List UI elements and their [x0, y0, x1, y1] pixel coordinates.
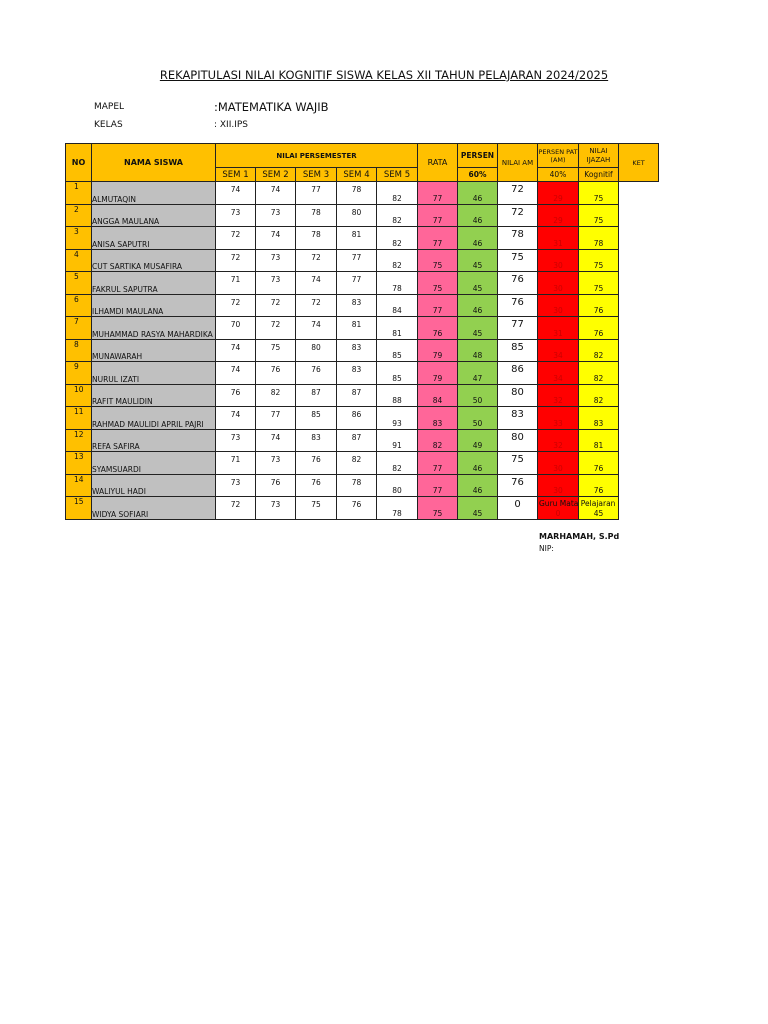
sem-4-score: 83: [337, 339, 377, 362]
persen-score: 45: [458, 497, 498, 520]
table-row: [66, 429, 659, 452]
persen-score: 46: [458, 452, 498, 475]
student-name: FAKRUL SAPUTRA: [92, 272, 216, 295]
row-no: 9: [66, 362, 92, 385]
nilai-ijazah-score: 76: [579, 452, 619, 475]
sem-3-score: 76: [296, 474, 337, 497]
sem-4-score: 86: [337, 407, 377, 430]
sem-4-score: 87: [337, 384, 377, 407]
sem-5-score: 82: [377, 204, 418, 227]
header-persen-pat-value: 40%: [538, 168, 579, 182]
persen-score: 46: [458, 204, 498, 227]
persen-pat-score: 30: [538, 452, 579, 475]
persen-pat-score: 0: [538, 497, 579, 520]
sem-2-score: 75: [256, 339, 296, 362]
persen-pat-score: 31: [538, 227, 579, 250]
rata-score: 79: [418, 362, 458, 385]
ket-cell: [619, 429, 659, 452]
persen-score: 46: [458, 294, 498, 317]
sem-3-score: 72: [296, 249, 337, 272]
nilai-ijazah-score: 82: [579, 339, 619, 362]
sem-1-score: 74: [216, 407, 256, 430]
sem-3-score: 78: [296, 227, 337, 250]
ket-cell: [619, 474, 659, 497]
header-persen-value: 60%: [458, 168, 498, 182]
nilai-ijazah-score: 75: [579, 249, 619, 272]
nilai-am-score: 78: [498, 227, 538, 250]
sem-2-score: 74: [256, 227, 296, 250]
sem-1-score: 73: [216, 474, 256, 497]
sem-2-score: 72: [256, 317, 296, 340]
nilai-ijazah-score: 75: [579, 272, 619, 295]
sem-3-score: 76: [296, 362, 337, 385]
student-name: ILHAMDI MAULANA: [92, 294, 216, 317]
persen-pat-score: 32: [538, 384, 579, 407]
row-no: 13: [66, 452, 92, 475]
sem-5-score: 91: [377, 429, 418, 452]
ket-cell: [619, 317, 659, 340]
ket-cell: [619, 227, 659, 250]
ket-cell: [619, 294, 659, 317]
sem-5-score: 82: [377, 452, 418, 475]
rata-score: 76: [418, 317, 458, 340]
mapel-value: :MATEMATIKA WAJIB: [214, 100, 329, 114]
persen-pat-score: 29: [538, 204, 579, 227]
sem-4-score: 78: [337, 474, 377, 497]
persen-score: 50: [458, 407, 498, 430]
document-title: REKAPITULASI NILAI KOGNITIF SISWA KELAS XII TAHUN PELAJARAN 2024/2025: [159, 68, 609, 82]
persen-score: 48: [458, 339, 498, 362]
header-persen: PERSEN: [458, 144, 498, 168]
rata-score: 84: [418, 384, 458, 407]
sem-1-score: 76: [216, 384, 256, 407]
rata-score: 77: [418, 474, 458, 497]
sem-2-score: 73: [256, 204, 296, 227]
ket-cell: [619, 384, 659, 407]
persen-pat-score: 34: [538, 362, 579, 385]
sem-3-score: 72: [296, 294, 337, 317]
sem-1-score: 74: [216, 362, 256, 385]
rata-score: 75: [418, 249, 458, 272]
nilai-ijazah-score: 45: [579, 497, 619, 520]
sem-5-score: 82: [377, 182, 418, 205]
nilai-am-score: 0: [498, 497, 538, 520]
ket-cell: [619, 272, 659, 295]
header-no: NO: [66, 144, 92, 182]
sem-3-score: 74: [296, 272, 337, 295]
rata-score: 75: [418, 272, 458, 295]
nilai-ijazah-score: 82: [579, 384, 619, 407]
nilai-ijazah-score: 76: [579, 474, 619, 497]
nilai-am-score: 72: [498, 204, 538, 227]
student-name: MUNAWARAH: [92, 339, 216, 362]
rata-score: 83: [418, 407, 458, 430]
sem-1-score: 74: [216, 182, 256, 205]
table-row: [66, 249, 659, 272]
ket-cell: [619, 249, 659, 272]
sem-2-score: 74: [256, 182, 296, 205]
kelas-value: : XII.IPS: [214, 120, 249, 130]
ket-cell: [619, 497, 659, 520]
table-row: [66, 227, 659, 250]
row-no: 12: [66, 429, 92, 452]
sem-5-score: 82: [377, 227, 418, 250]
sem-1-score: 73: [216, 429, 256, 452]
ket-cell: [619, 407, 659, 430]
student-name: ANGGA MAULANA: [92, 204, 216, 227]
persen-pat-score: 30: [538, 474, 579, 497]
rata-score: 77: [418, 227, 458, 250]
rata-score: 77: [418, 204, 458, 227]
sem-1-score: 73: [216, 204, 256, 227]
table-row: [66, 474, 659, 497]
sem-1-score: 74: [216, 339, 256, 362]
persen-pat-score: 34: [538, 339, 579, 362]
persen-pat-score: 29: [538, 182, 579, 205]
student-name: ALMUTAQIN: [92, 182, 216, 205]
persen-pat-score: 32: [538, 429, 579, 452]
sem-3-score: 78: [296, 204, 337, 227]
sem-4-score: 81: [337, 227, 377, 250]
table-row: [66, 272, 659, 295]
nilai-am-score: 75: [498, 249, 538, 272]
sem-5-score: 80: [377, 474, 418, 497]
signature-nip: NIP:: [539, 544, 554, 553]
row-no: 6: [66, 294, 92, 317]
row-no: 5: [66, 272, 92, 295]
sem-4-score: 82: [337, 452, 377, 475]
sem-1-score: 72: [216, 294, 256, 317]
student-name: MUHAMMAD RASYA MAHARDIKA: [92, 317, 216, 340]
signature-role: Guru Mata Pelajaran: [539, 499, 616, 508]
table-row: [66, 407, 659, 430]
sem-5-score: 78: [377, 272, 418, 295]
table-row: [66, 317, 659, 340]
table-row: [66, 339, 659, 362]
kelas-row: [94, 120, 249, 130]
student-name: NURUL IZATI: [92, 362, 216, 385]
nilai-ijazah-score: 82: [579, 362, 619, 385]
nilai-ijazah-score: 75: [579, 182, 619, 205]
sem-2-score: 76: [256, 362, 296, 385]
header-sem-3: SEM 3: [296, 168, 337, 182]
sem-3-score: 74: [296, 317, 337, 340]
nilai-am-score: 76: [498, 474, 538, 497]
sem-5-score: 78: [377, 497, 418, 520]
header-persen-pat: PERSEN PAT (AM): [538, 144, 579, 168]
sem-1-score: 72: [216, 497, 256, 520]
sem-5-score: 85: [377, 362, 418, 385]
student-name: CUT SARTIKA MUSAFIRA: [92, 249, 216, 272]
row-no: 7: [66, 317, 92, 340]
sem-1-score: 70: [216, 317, 256, 340]
student-name: RAFIT MAULIDIN: [92, 384, 216, 407]
student-name: RAHMAD MAULIDI APRIL PAJRI: [92, 407, 216, 430]
table-row: [66, 204, 659, 227]
row-no: 2: [66, 204, 92, 227]
nilai-am-score: 86: [498, 362, 538, 385]
persen-pat-score: 30: [538, 294, 579, 317]
header-sem-4: SEM 4: [337, 168, 377, 182]
header-nilai-persemester: NILAI PERSEMESTER: [216, 144, 418, 168]
persen-pat-score: 30: [538, 272, 579, 295]
persen-score: 45: [458, 317, 498, 340]
student-name: REFA SAFIRA: [92, 429, 216, 452]
sem-5-score: 82: [377, 249, 418, 272]
sem-1-score: 71: [216, 452, 256, 475]
sem-2-score: 73: [256, 272, 296, 295]
sem-2-score: 76: [256, 474, 296, 497]
rata-score: 75: [418, 497, 458, 520]
grades-body: [66, 182, 659, 520]
sem-3-score: 83: [296, 429, 337, 452]
sem-2-score: 82: [256, 384, 296, 407]
sem-2-score: 74: [256, 429, 296, 452]
persen-score: 45: [458, 272, 498, 295]
ket-cell: [619, 362, 659, 385]
persen-pat-score: 30: [538, 249, 579, 272]
persen-score: 46: [458, 474, 498, 497]
nilai-am-score: 75: [498, 452, 538, 475]
nilai-am-score: 80: [498, 384, 538, 407]
nilai-ijazah-score: 78: [579, 227, 619, 250]
sem-5-score: 85: [377, 339, 418, 362]
header-sem-1: SEM 1: [216, 168, 256, 182]
sem-4-score: 83: [337, 294, 377, 317]
table-row: [66, 294, 659, 317]
sem-4-score: 76: [337, 497, 377, 520]
grades-table: [65, 143, 659, 520]
header-sem-2: SEM 2: [256, 168, 296, 182]
row-no: 10: [66, 384, 92, 407]
nilai-am-score: 83: [498, 407, 538, 430]
header-nama-siswa: NAMA SISWA: [92, 144, 216, 182]
header-nilai-am: NILAI AM: [498, 144, 538, 182]
sem-3-score: 77: [296, 182, 337, 205]
row-no: 3: [66, 227, 92, 250]
sem-5-score: 81: [377, 317, 418, 340]
header-sem-5: SEM 5: [377, 168, 418, 182]
rata-score: 82: [418, 429, 458, 452]
rata-score: 77: [418, 452, 458, 475]
sem-3-score: 85: [296, 407, 337, 430]
row-no: 1: [66, 182, 92, 205]
mapel-row: [94, 100, 329, 114]
nilai-ijazah-score: 83: [579, 407, 619, 430]
sem-4-score: 87: [337, 429, 377, 452]
sem-4-score: 77: [337, 272, 377, 295]
persen-score: 49: [458, 429, 498, 452]
persen-score: 50: [458, 384, 498, 407]
table-row: [66, 182, 659, 205]
sem-3-score: 76: [296, 452, 337, 475]
sem-1-score: 71: [216, 272, 256, 295]
student-name: SYAMSUARDI: [92, 452, 216, 475]
nilai-ijazah-score: 75: [579, 204, 619, 227]
signature-name: MARHAMAH, S.Pd: [539, 532, 620, 541]
persen-score: 46: [458, 182, 498, 205]
persen-score: 46: [458, 227, 498, 250]
nilai-am-score: 85: [498, 339, 538, 362]
sem-1-score: 72: [216, 249, 256, 272]
header-row-1: [66, 144, 659, 168]
student-name: WALIYUL HADI: [92, 474, 216, 497]
nilai-ijazah-score: 76: [579, 294, 619, 317]
sem-5-score: 84: [377, 294, 418, 317]
nilai-am-score: 72: [498, 182, 538, 205]
sem-3-score: 75: [296, 497, 337, 520]
ket-cell: [619, 339, 659, 362]
persen-pat-score: 33: [538, 407, 579, 430]
sem-2-score: 73: [256, 497, 296, 520]
sem-4-score: 83: [337, 362, 377, 385]
header-nilai-ijazah: NILAI IJAZAH: [579, 144, 619, 168]
row-no: 4: [66, 249, 92, 272]
sem-3-score: 80: [296, 339, 337, 362]
sem-2-score: 73: [256, 452, 296, 475]
row-no: 8: [66, 339, 92, 362]
nilai-am-score: 76: [498, 294, 538, 317]
nilai-am-score: 77: [498, 317, 538, 340]
sem-3-score: 87: [296, 384, 337, 407]
nilai-ijazah-score: 81: [579, 429, 619, 452]
mapel-label: MAPEL: [94, 102, 125, 112]
ket-cell: [619, 452, 659, 475]
sem-4-score: 78: [337, 182, 377, 205]
student-name: ANISA SAPUTRI: [92, 227, 216, 250]
row-no: 15: [66, 497, 92, 520]
sem-4-score: 80: [337, 204, 377, 227]
table-row: [66, 452, 659, 475]
rata-score: 77: [418, 294, 458, 317]
rata-score: 79: [418, 339, 458, 362]
sem-4-score: 77: [337, 249, 377, 272]
persen-score: 45: [458, 249, 498, 272]
row-no: 11: [66, 407, 92, 430]
sem-5-score: 93: [377, 407, 418, 430]
sem-2-score: 72: [256, 294, 296, 317]
sem-4-score: 81: [337, 317, 377, 340]
header-ket: KET: [619, 144, 659, 182]
ket-cell: [619, 182, 659, 205]
sem-1-score: 72: [216, 227, 256, 250]
table-row: [66, 362, 659, 385]
nilai-ijazah-score: 76: [579, 317, 619, 340]
sem-2-score: 77: [256, 407, 296, 430]
ket-cell: [619, 204, 659, 227]
nilai-am-score: 76: [498, 272, 538, 295]
student-name: WIDYA SOFIARI: [92, 497, 216, 520]
sem-2-score: 73: [256, 249, 296, 272]
rata-score: 77: [418, 182, 458, 205]
kelas-label: KELAS: [94, 120, 123, 130]
persen-pat-score: 31: [538, 317, 579, 340]
nilai-am-score: 80: [498, 429, 538, 452]
row-no: 14: [66, 474, 92, 497]
persen-score: 47: [458, 362, 498, 385]
sem-5-score: 88: [377, 384, 418, 407]
header-nilai-ijazah-sub: Kognitif: [579, 168, 619, 182]
table-row: [66, 384, 659, 407]
header-rata: RATA: [418, 144, 458, 182]
